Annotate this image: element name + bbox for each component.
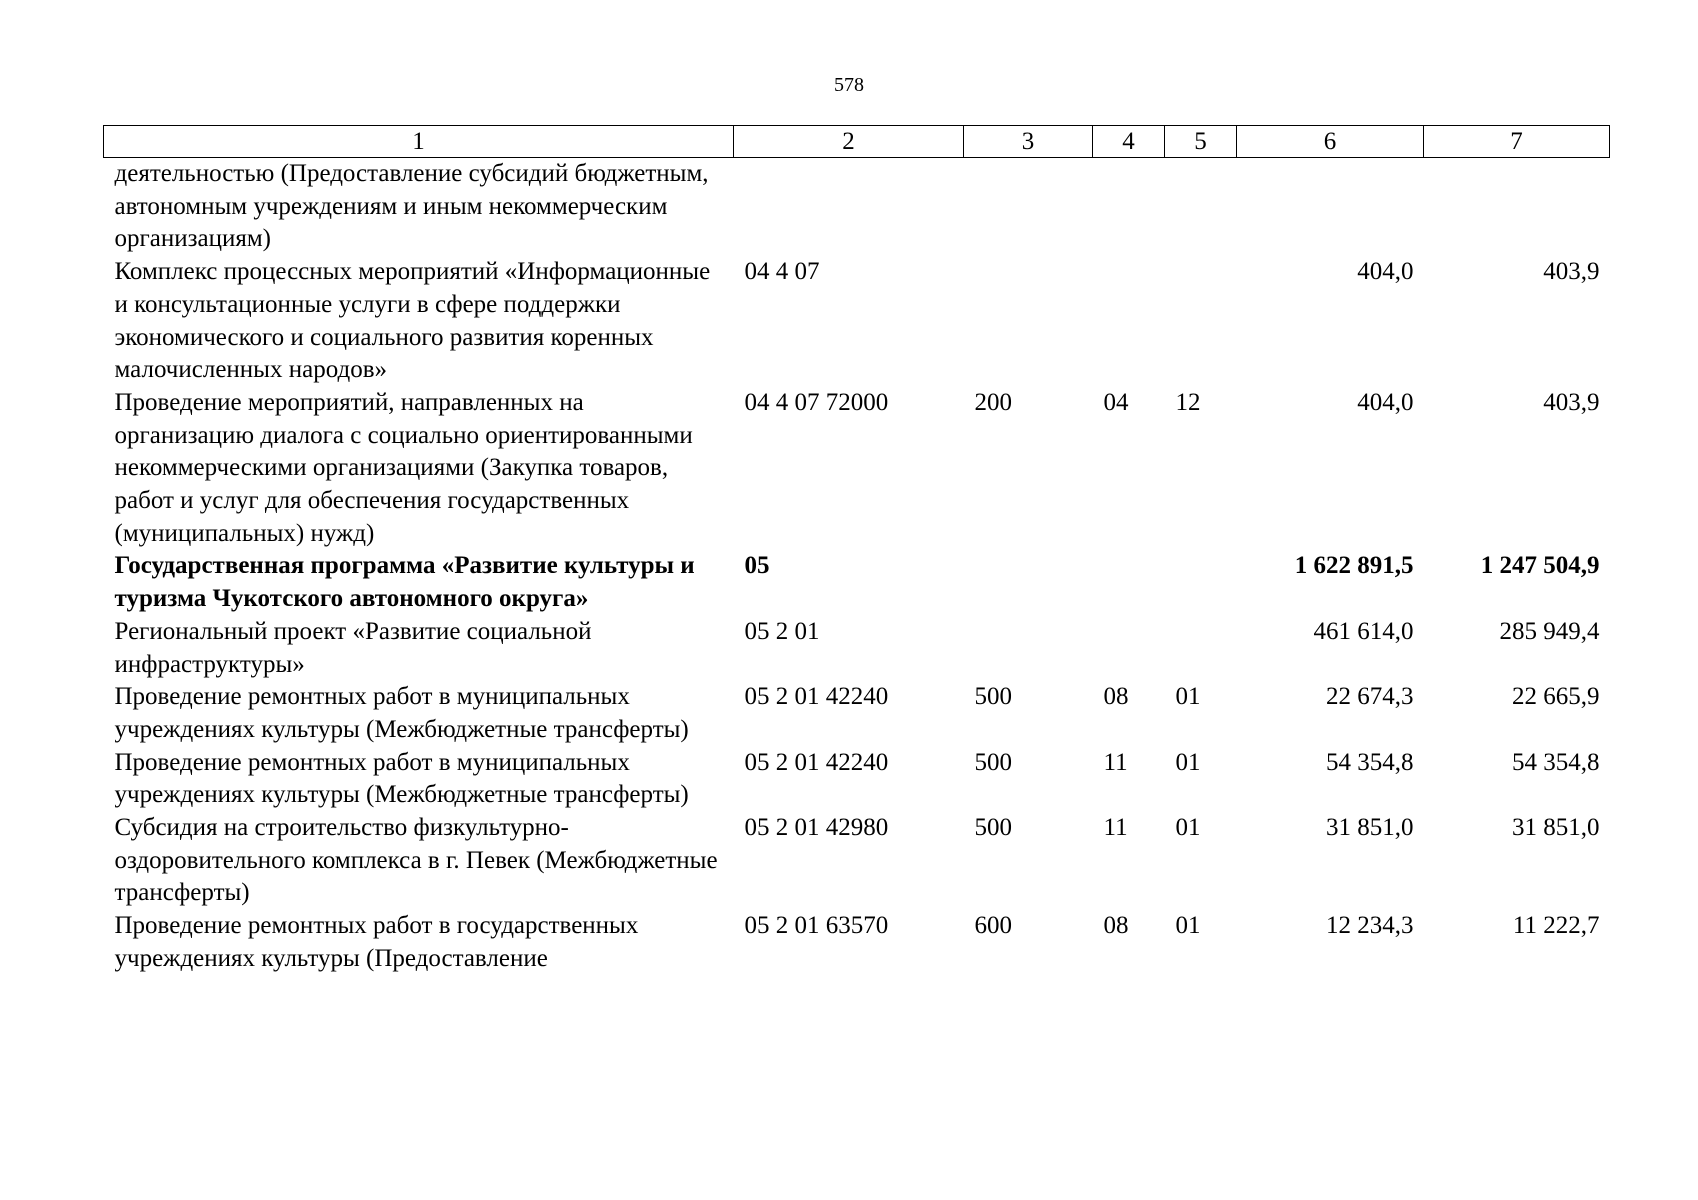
row-pr: 01 xyxy=(1175,814,1201,842)
row-name: деятельностью (Предоставление субсидий бюджетным, автономным учреждениям и иным некоммерческим организациям) xyxy=(114,160,709,253)
row-code: 04 4 07 72000 xyxy=(744,388,889,416)
row-sum-7: 403,9 xyxy=(1543,258,1600,286)
row-sum-6: 54 354,8 xyxy=(1326,748,1414,776)
row-vr xyxy=(964,256,1093,387)
row-vr xyxy=(964,616,1093,681)
table-body xyxy=(104,158,1610,976)
row-code: 05 xyxy=(744,552,770,580)
row-sum-7 xyxy=(1424,158,1610,257)
row-sum-7: 11 222,7 xyxy=(1512,912,1600,940)
header-col-6: 6 xyxy=(1237,126,1424,158)
row-sum-6: 1 622 891,5 xyxy=(1294,552,1414,580)
row-code: 05 2 01 42240 xyxy=(744,683,889,711)
row-pr xyxy=(1165,550,1237,615)
row-rz xyxy=(1093,616,1165,681)
table-header xyxy=(104,126,1610,158)
header-col-2: 2 xyxy=(734,126,964,158)
row-name: Региональный проект «Развитие социальной инфраструктуры» xyxy=(114,617,592,678)
row-vr xyxy=(964,158,1093,257)
row-pr: 01 xyxy=(1175,683,1201,711)
row-name: Субсидия на строительство физкультурно-оздоровительного комплекса в г. Певек (Межбюджетные трансферты) xyxy=(114,814,718,907)
table-row-program xyxy=(104,550,1610,615)
row-rz: 04 xyxy=(1103,388,1129,416)
table-row xyxy=(104,256,1610,387)
row-sum-7: 31 851,0 xyxy=(1512,814,1600,842)
row-sum-6: 12 234,3 xyxy=(1326,912,1414,940)
row-sum-7: 285 949,4 xyxy=(1499,617,1600,645)
row-pr: 01 xyxy=(1175,748,1201,776)
row-rz xyxy=(1093,158,1165,257)
row-code: 04 4 07 xyxy=(744,258,820,286)
row-sum-6: 404,0 xyxy=(1357,258,1414,286)
row-vr: 500 xyxy=(974,814,1012,842)
row-vr xyxy=(964,550,1093,615)
row-sum-7: 54 354,8 xyxy=(1512,748,1600,776)
table-row xyxy=(104,681,1610,746)
row-sum-6: 22 674,3 xyxy=(1326,683,1414,711)
page-number: 578 xyxy=(834,74,864,96)
row-sum-7: 1 247 504,9 xyxy=(1480,552,1600,580)
row-rz xyxy=(1093,550,1165,615)
row-rz xyxy=(1093,256,1165,387)
table-row xyxy=(104,747,1610,812)
row-vr: 600 xyxy=(974,912,1012,940)
row-sum-6: 404,0 xyxy=(1357,388,1414,416)
row-vr: 500 xyxy=(974,683,1012,711)
row-code: 05 2 01 xyxy=(744,617,820,645)
row-sum-6 xyxy=(1237,158,1424,257)
table-row xyxy=(104,387,1610,551)
row-rz: 11 xyxy=(1103,814,1128,842)
budget-table xyxy=(103,125,1610,976)
row-sum-7: 22 665,9 xyxy=(1512,683,1600,711)
header-col-5: 5 xyxy=(1165,126,1237,158)
header-col-7: 7 xyxy=(1424,126,1610,158)
row-name: Государственная программа «Развитие культуры и туризма Чукотского автономного округа» xyxy=(114,552,695,613)
row-name: Проведение ремонтных работ в муниципальных учреждениях культуры (Межбюджетные трансферты) xyxy=(114,748,689,809)
row-rz: 08 xyxy=(1103,912,1129,940)
row-vr: 200 xyxy=(974,388,1012,416)
header-col-3: 3 xyxy=(964,126,1093,158)
table-row xyxy=(104,910,1610,975)
header-row xyxy=(104,126,1610,158)
row-name: Комплекс процессных мероприятий «Информационные и консультационные услуги в сфере поддержки экономического и социального развития коренных малочисленных народов» xyxy=(114,258,711,384)
table-row xyxy=(104,616,1610,681)
row-pr xyxy=(1165,256,1237,387)
row-pr: 12 xyxy=(1175,388,1201,416)
row-code xyxy=(734,158,964,257)
row-sum-7: 403,9 xyxy=(1543,388,1600,416)
table-row xyxy=(104,812,1610,910)
row-name: Проведение ремонтных работ в муниципальных учреждениях культуры (Межбюджетные трансферты) xyxy=(114,683,689,743)
row-code: 05 2 01 42240 xyxy=(744,748,889,776)
row-pr: 01 xyxy=(1175,912,1201,940)
row-code: 05 2 01 63570 xyxy=(744,912,889,940)
row-rz: 08 xyxy=(1103,683,1129,711)
row-sum-6: 461 614,0 xyxy=(1313,617,1414,645)
row-sum-6: 31 851,0 xyxy=(1326,814,1414,842)
row-name: Проведение мероприятий, направленных на организацию диалога с социально ориентированными некоммерческими организациями (Закупка товаров, работ и услуг для обеспечения государственных (муниципальных) нужд) xyxy=(114,388,693,547)
row-rz: 11 xyxy=(1103,748,1128,776)
header-col-4: 4 xyxy=(1093,126,1165,158)
row-pr xyxy=(1165,158,1237,257)
row-name: Проведение ремонтных работ в государственных учреждениях культуры (Предоставление xyxy=(114,912,639,972)
header-col-1: 1 xyxy=(104,126,734,158)
table-row xyxy=(104,158,1610,257)
row-code: 05 2 01 42980 xyxy=(744,814,889,842)
row-pr xyxy=(1165,616,1237,681)
row-vr: 500 xyxy=(974,748,1012,776)
